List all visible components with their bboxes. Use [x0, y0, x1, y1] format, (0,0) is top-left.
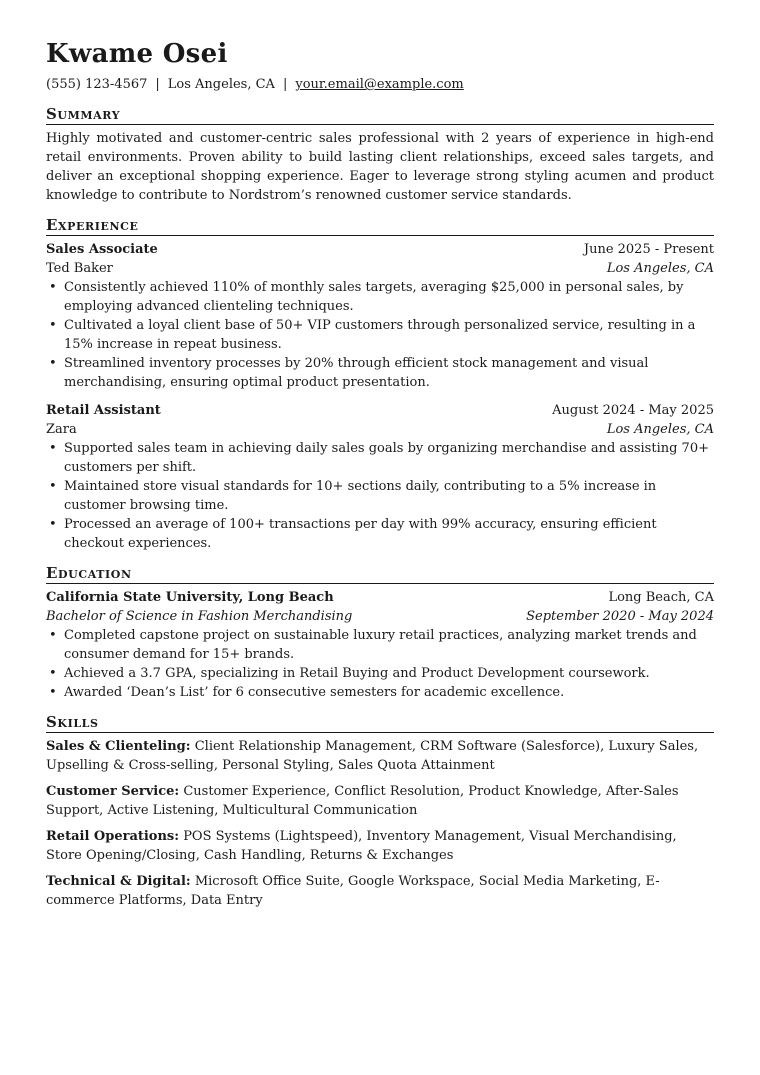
section-heading-education: Education: [46, 564, 714, 584]
job-entry: [46, 240, 714, 392]
location: Los Angeles, CA: [167, 77, 275, 92]
skill-value: Customer Experience, Conflict Resolution, Product Knowledge, After-Sales Support, Active Listening, Multicultural Communication: [46, 784, 679, 818]
skill-group: [46, 827, 714, 865]
job-company-row: [46, 259, 714, 278]
bullet-item: • Completed capstone project on sustainable luxury retail practices, analyzing market trends and consumer demand for 15+ brands.: [46, 626, 714, 664]
email-link[interactable]: your.email@example.com: [295, 77, 464, 92]
job-role: Retail Assistant: [46, 403, 161, 418]
school-name: California State University, Long Beach: [46, 590, 334, 605]
job-role: Sales Associate: [46, 242, 158, 257]
degree-dates: September 2020 - May 2024: [526, 609, 714, 624]
skill-value: Client Relationship Management, CRM Software (Salesforce), Luxury Sales, Upselling & Cross-selling, Personal Styling, Sales Quota Attainment: [46, 739, 699, 773]
section-heading-experience: Experience: [46, 216, 714, 236]
job-company: Zara: [46, 422, 77, 437]
skill-label: Technical & Digital:: [46, 874, 191, 889]
bullet-item: • Supported sales team in achieving daily sales goals by organizing merchandise and assisting 70+ customers per shift.: [46, 439, 714, 477]
bullet-item: • Processed an average of 100+ transactions per day with 99% accuracy, ensuring efficient checkout experiences.: [46, 515, 714, 553]
skill-label: Customer Service:: [46, 784, 180, 799]
skill-value: Microsoft Office Suite, Google Workspace, Social Media Marketing, E-commerce Platforms, Data Entry: [46, 874, 660, 908]
job-company-row: [46, 420, 714, 439]
skill-group: [46, 737, 714, 775]
job-header-row: [46, 240, 714, 259]
candidate-name: Kwame Osei: [46, 39, 228, 69]
bullet-item: • Cultivated a loyal client base of 50+ VIP customers through personalized service, resulting in a 15% increase in repeat business.: [46, 316, 714, 354]
job-bullets: [46, 439, 714, 553]
education-bullets: [46, 626, 714, 702]
job-company: Ted Baker: [46, 261, 113, 276]
degree-row: [46, 607, 714, 626]
contact-line: [46, 76, 714, 94]
skill-value: POS Systems (Lightspeed), Inventory Management, Visual Merchandising, Store Opening/Closing, Cash Handling, Returns & Exchanges: [46, 829, 677, 863]
section-heading-summary: Summary: [46, 105, 714, 125]
phone-number: (555) 123-4567: [46, 77, 148, 92]
job-header-row: [46, 401, 714, 420]
summary-section: [46, 105, 714, 205]
skills-section: [46, 713, 714, 910]
separator: |: [155, 77, 160, 92]
bullet-item: • Consistently achieved 110% of monthly sales targets, averaging $25,000 in personal sales, by employing advanced clienteling techniques.: [46, 278, 714, 316]
job-bullets: [46, 278, 714, 392]
job-location: Los Angeles, CA: [606, 261, 714, 276]
skill-group: [46, 872, 714, 910]
separator: |: [282, 77, 288, 92]
bullet-item: • Achieved a 3.7 GPA, specializing in Retail Buying and Product Development coursework.: [46, 664, 714, 683]
job-dates: August 2024 - May 2025: [552, 403, 714, 418]
education-entry: [46, 588, 714, 702]
bullet-item: • Awarded ‘Dean’s List’ for 6 consecutive semesters for academic excellence.: [46, 683, 714, 702]
school-row: [46, 588, 714, 607]
bullet-item: • Maintained store visual standards for 10+ sections daily, contributing to a 5% increase in customer browsing time.: [46, 477, 714, 515]
bullet-item: • Streamlined inventory processes by 20% through efficient stock management and visual merchandising, ensuring optimal product presentation.: [46, 354, 714, 392]
school-location: Long Beach, CA: [608, 590, 714, 605]
summary-text: Highly motivated and customer-centric sales professional with 2 years of experience in high-end retail environments. Proven ability to build lasting client relationships, exceed sales targets, and deliver an exceptional shopping experience. Eager to leverage strong styling acumen and product knowledge to contribute to Nordstrom’s renowned customer service standards.: [46, 131, 714, 203]
experience-section: [46, 216, 714, 553]
job-entry: [46, 401, 714, 553]
skill-label: Sales & Clienteling:: [46, 739, 191, 754]
job-location: Los Angeles, CA: [606, 422, 714, 437]
education-section: [46, 564, 714, 702]
skill-label: Retail Operations:: [46, 829, 180, 844]
degree-name: Bachelor of Science in Fashion Merchandising: [46, 609, 353, 624]
job-dates: June 2025 - Present: [583, 242, 714, 257]
skill-group: [46, 782, 714, 820]
section-heading-skills: Skills: [46, 713, 714, 733]
